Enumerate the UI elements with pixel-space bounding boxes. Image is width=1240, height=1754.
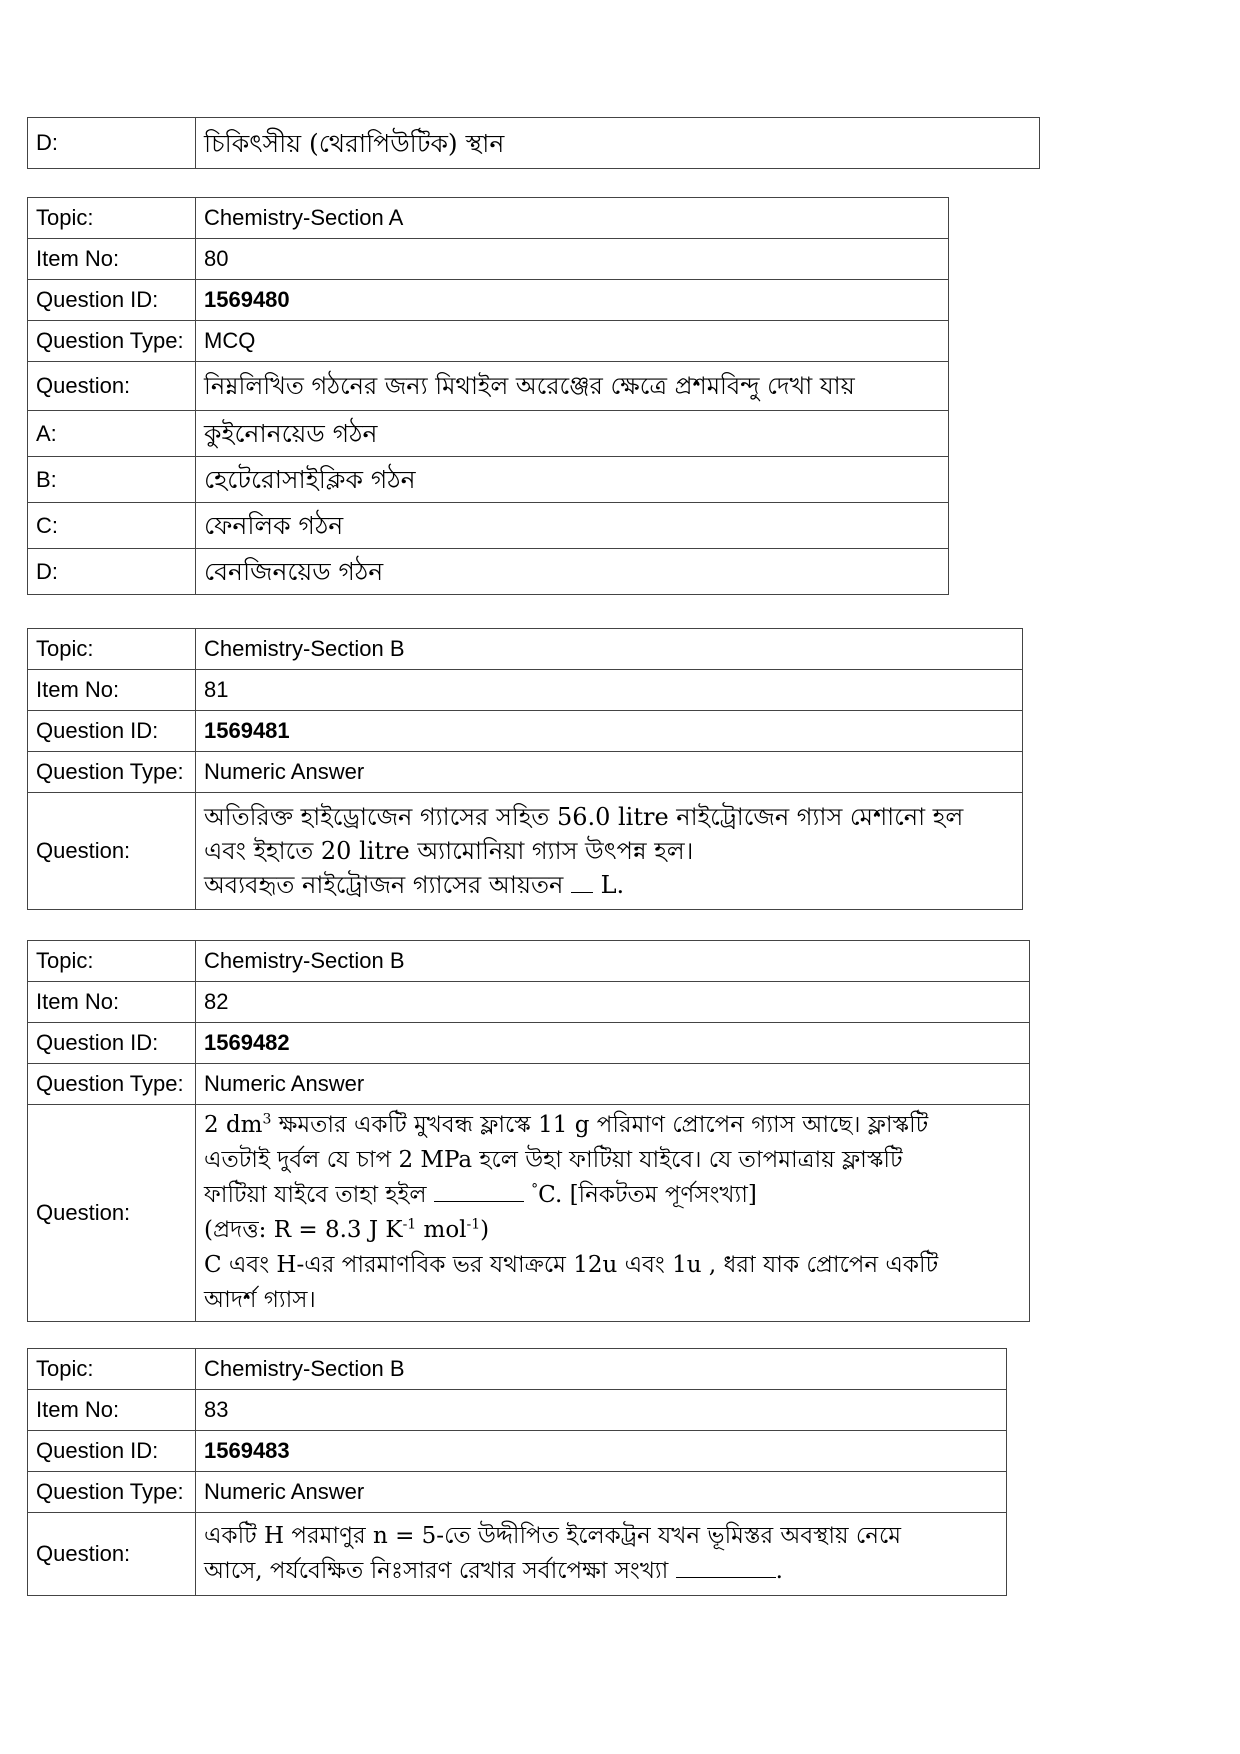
question-type-label: Question Type: [28, 1064, 196, 1105]
option-row-c [28, 503, 949, 549]
question-table-80 [27, 197, 949, 595]
option-text: হেটেরোসাইক্লিক গঠন [196, 457, 949, 503]
question-id-label: Question ID: [28, 1023, 196, 1064]
superscript: 3 [262, 1111, 272, 1128]
option-row-b [28, 457, 949, 503]
item-value: 81 [196, 670, 1023, 711]
item-row [28, 670, 1023, 711]
option-text: ফেনলিক গঠন [196, 503, 949, 549]
line-2-start: আসে, পর্যবেক্ষিত নিঃসারণ রেখার সর্বাপেক্ষা সংখ্যা [204, 1558, 669, 1584]
topic-label: Topic: [28, 629, 196, 670]
question-line-2 [204, 1554, 998, 1589]
question-text [196, 362, 949, 411]
question-type-label: Question Type: [28, 1472, 196, 1513]
question-id-row [28, 711, 1023, 752]
degree-superscript: ° [531, 1181, 539, 1198]
answer-blank [676, 1554, 776, 1578]
question-type-label: Question Type: [28, 752, 196, 793]
question-type-value: Numeric Answer [196, 1472, 1007, 1513]
item-label: Item No: [28, 1390, 196, 1431]
option-label: B: [28, 457, 196, 503]
question-line-4 [204, 1213, 1021, 1248]
question-table-82 [27, 940, 1030, 1322]
question-label: Question: [28, 362, 196, 411]
question-label: Question: [28, 793, 196, 910]
superscript: -1 [402, 1216, 417, 1233]
question-line-1: অতিরিক্ত হাইড্রোজেন গ্যাসের সহিত 56.0 litre নাইট্রোজেন গ্যাস মেশানো হল [204, 803, 964, 831]
question-line-1: একটি H পরমাণুর n = 5-তে উদ্দীপিত ইলেকট্রন যখন ভূমিস্তর অবস্থায় নেমে [204, 1523, 901, 1549]
question-id-value: 1569481 [196, 711, 1023, 752]
line-3-start: ফাটিয়া যাইবে তাহা হইল [204, 1182, 427, 1208]
question-type-label: Question Type: [28, 321, 196, 362]
question-line-1 [204, 1108, 1021, 1143]
question-type-row [28, 1064, 1030, 1105]
question-id-value: 1569482 [196, 1023, 1030, 1064]
question-text [196, 793, 1023, 910]
topic-label: Topic: [28, 941, 196, 982]
item-row [28, 982, 1030, 1023]
question-label: Question: [28, 1105, 196, 1322]
question-id-label: Question ID: [28, 1431, 196, 1472]
option-text: কুইনোনয়েড গঠন [196, 411, 949, 457]
line-4-part-a: (প্রদত্ত: R = 8.3 J K [204, 1217, 403, 1243]
answer-blank [434, 1178, 524, 1202]
question-id-value: 1569483 [196, 1431, 1007, 1472]
question-line-2: এবং ইহাতে 20 litre অ্যামোনিয়া গ্যাস উৎপন্ন হল। [204, 837, 694, 865]
question-label: Question: [28, 1513, 196, 1596]
superscript: -1 [466, 1216, 481, 1233]
question-type-value: MCQ [196, 321, 949, 362]
question-line: নিম্নলিখিত গঠনের জন্য মিথাইল অরেঞ্জের ক্ষেত্রে প্রশমবিন্দু দেখা যায় [204, 371, 855, 400]
item-value: 82 [196, 982, 1030, 1023]
topic-row [28, 629, 1023, 670]
question-table-81 [27, 628, 1023, 910]
question-line-2: এতটাই দুর্বল যে চাপ 2 MPa হলে উহা ফাটিয়া যাইবে। যে তাপমাত্রায় ফ্লাস্কটি [204, 1147, 903, 1173]
item-label: Item No: [28, 239, 196, 280]
line-2-end: . [775, 1558, 783, 1584]
question-line-3-text: অব্যবহৃত নাইট্রোজন গ্যাসের আয়তন [204, 871, 564, 899]
option-text: চিকিৎসীয় (থেরাপিউটিক) স্থান [196, 118, 1040, 169]
question-line-6: আদর্শ গ্যাস। [204, 1287, 316, 1313]
topic-value: Chemistry-Section A [196, 198, 949, 239]
question-row [28, 793, 1023, 910]
topic-row [28, 1349, 1007, 1390]
topic-label: Topic: [28, 198, 196, 239]
item-row [28, 239, 949, 280]
line-3-end: C. [নিকটতম পূর্ণসংখ্যা] [538, 1182, 757, 1208]
question-type-value: Numeric Answer [196, 1064, 1030, 1105]
question-text [196, 1105, 1030, 1322]
item-label: Item No: [28, 670, 196, 711]
item-row [28, 1390, 1007, 1431]
question-text [196, 1513, 1007, 1596]
topic-row [28, 198, 949, 239]
option-label: D: [28, 549, 196, 595]
option-text: বেনজিনয়েড গঠন [196, 549, 949, 595]
question-row [28, 362, 949, 411]
question-line-3 [204, 868, 1014, 902]
topic-value: Chemistry-Section B [196, 941, 1030, 982]
option-row [28, 118, 1040, 169]
answer-blank [571, 868, 593, 893]
line-4-part-b: mol [416, 1217, 467, 1243]
topic-row [28, 941, 1030, 982]
question-id-value: 1569480 [196, 280, 949, 321]
question-id-row [28, 1431, 1007, 1472]
item-label: Item No: [28, 982, 196, 1023]
question-line-3-unit: L. [600, 871, 625, 899]
option-label: A: [28, 411, 196, 457]
option-label: D: [28, 118, 196, 169]
item-value: 83 [196, 1390, 1007, 1431]
question-id-row [28, 1023, 1030, 1064]
option-row-a [28, 411, 949, 457]
line-4-part-c: ) [480, 1217, 490, 1243]
question-type-row [28, 752, 1023, 793]
question-line-3 [204, 1178, 1021, 1213]
question-row [28, 1513, 1007, 1596]
question-table-83 [27, 1348, 1007, 1596]
option-label: C: [28, 503, 196, 549]
topic-value: Chemistry-Section B [196, 629, 1023, 670]
question-row [28, 1105, 1030, 1322]
option-row-d [28, 549, 949, 595]
question-type-row [28, 321, 949, 362]
question-type-value: Numeric Answer [196, 752, 1023, 793]
question-line-5: C এবং H-এর পারমাণবিক ভর যথাক্রমে 12u এবং 1u , ধরা যাক প্রোপেন একটি [204, 1252, 939, 1278]
question-id-row [28, 280, 949, 321]
question-id-label: Question ID: [28, 280, 196, 321]
line-1-end: ক্ষমতার একটি মুখবন্ধ ফ্লাস্কে 11 g পরিমাণ প্রোপেন গ্যাস আছে। ফ্লাস্কটি [271, 1112, 929, 1138]
topic-value: Chemistry-Section B [196, 1349, 1007, 1390]
line-1-start: 2 dm [204, 1112, 263, 1138]
question-type-row [28, 1472, 1007, 1513]
item-value: 80 [196, 239, 949, 280]
topic-label: Topic: [28, 1349, 196, 1390]
prev-question-option-table [27, 117, 1040, 169]
question-id-label: Question ID: [28, 711, 196, 752]
